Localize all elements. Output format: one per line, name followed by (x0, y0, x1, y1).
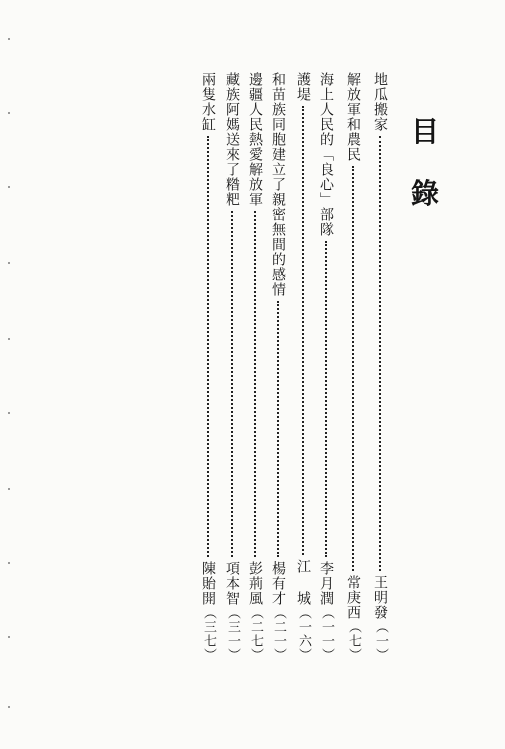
page-title-char-1: 目 (410, 115, 439, 148)
entry-author: 李月潤 (318, 561, 334, 606)
entry-title: 和苗族同胞建立了親密無間的感情 (270, 72, 286, 297)
entry-title: 邊疆人民熱愛解放軍 (247, 72, 263, 207)
entry-author: 楊有才 (270, 561, 286, 606)
scan-mark (8, 488, 10, 490)
entry-author: 常庚西 (345, 575, 361, 620)
entry-author: 項本智 (224, 561, 240, 606)
leader-dots (379, 136, 381, 571)
page-title (405, 115, 445, 242)
leader-dots (302, 106, 304, 555)
leader-dots (277, 301, 279, 557)
toc-entry-6[interactable] (243, 72, 267, 662)
scan-mark (8, 38, 10, 40)
toc-entry-8[interactable] (196, 72, 220, 662)
entry-title: 解放軍和農民 (345, 72, 361, 162)
entry-author: 彭荊風 (247, 561, 263, 606)
leader-dots (254, 211, 256, 557)
leader-dots (352, 166, 354, 571)
entry-author: 江 城 (295, 559, 311, 606)
leader-dots (325, 241, 327, 557)
leader-dots (231, 211, 233, 557)
scan-mark (8, 636, 10, 638)
scan-mark (8, 562, 10, 564)
scan-mark (8, 186, 10, 188)
toc-entry-5[interactable] (266, 72, 290, 662)
page-title-char-2: 錄 (410, 177, 439, 210)
entry-page: （一一） (319, 606, 334, 662)
entry-page: （一） (373, 620, 388, 662)
entry-page: （三七） (201, 606, 216, 662)
entry-title: 藏族阿媽送來了糌粑 (224, 72, 240, 207)
scan-mark (8, 412, 10, 414)
entry-title: 護堤 (295, 72, 311, 102)
entry-page: （二七） (248, 606, 263, 662)
toc-entry-1[interactable] (368, 72, 392, 662)
entry-page: （二一） (271, 606, 286, 662)
entry-title: 海上人民的「良心」部隊 (318, 72, 334, 237)
entry-page: （七） (346, 620, 361, 662)
toc-entry-3[interactable] (314, 72, 338, 662)
entry-page: （三一） (225, 606, 240, 662)
scan-mark (8, 262, 10, 264)
toc-entry-4[interactable] (291, 72, 315, 662)
scan-mark (8, 706, 10, 708)
entry-author: 王明發 (372, 575, 388, 620)
entry-page: （一六） (296, 606, 311, 662)
leader-dots (207, 136, 209, 557)
toc-entry-2[interactable] (341, 72, 365, 662)
entry-title: 地瓜搬家 (372, 72, 388, 132)
entry-author: 陳貽開 (200, 561, 216, 606)
scan-mark (8, 338, 10, 340)
entry-title: 兩隻水缸 (200, 72, 216, 132)
toc-entry-7[interactable] (220, 72, 244, 662)
scan-mark (8, 112, 10, 114)
